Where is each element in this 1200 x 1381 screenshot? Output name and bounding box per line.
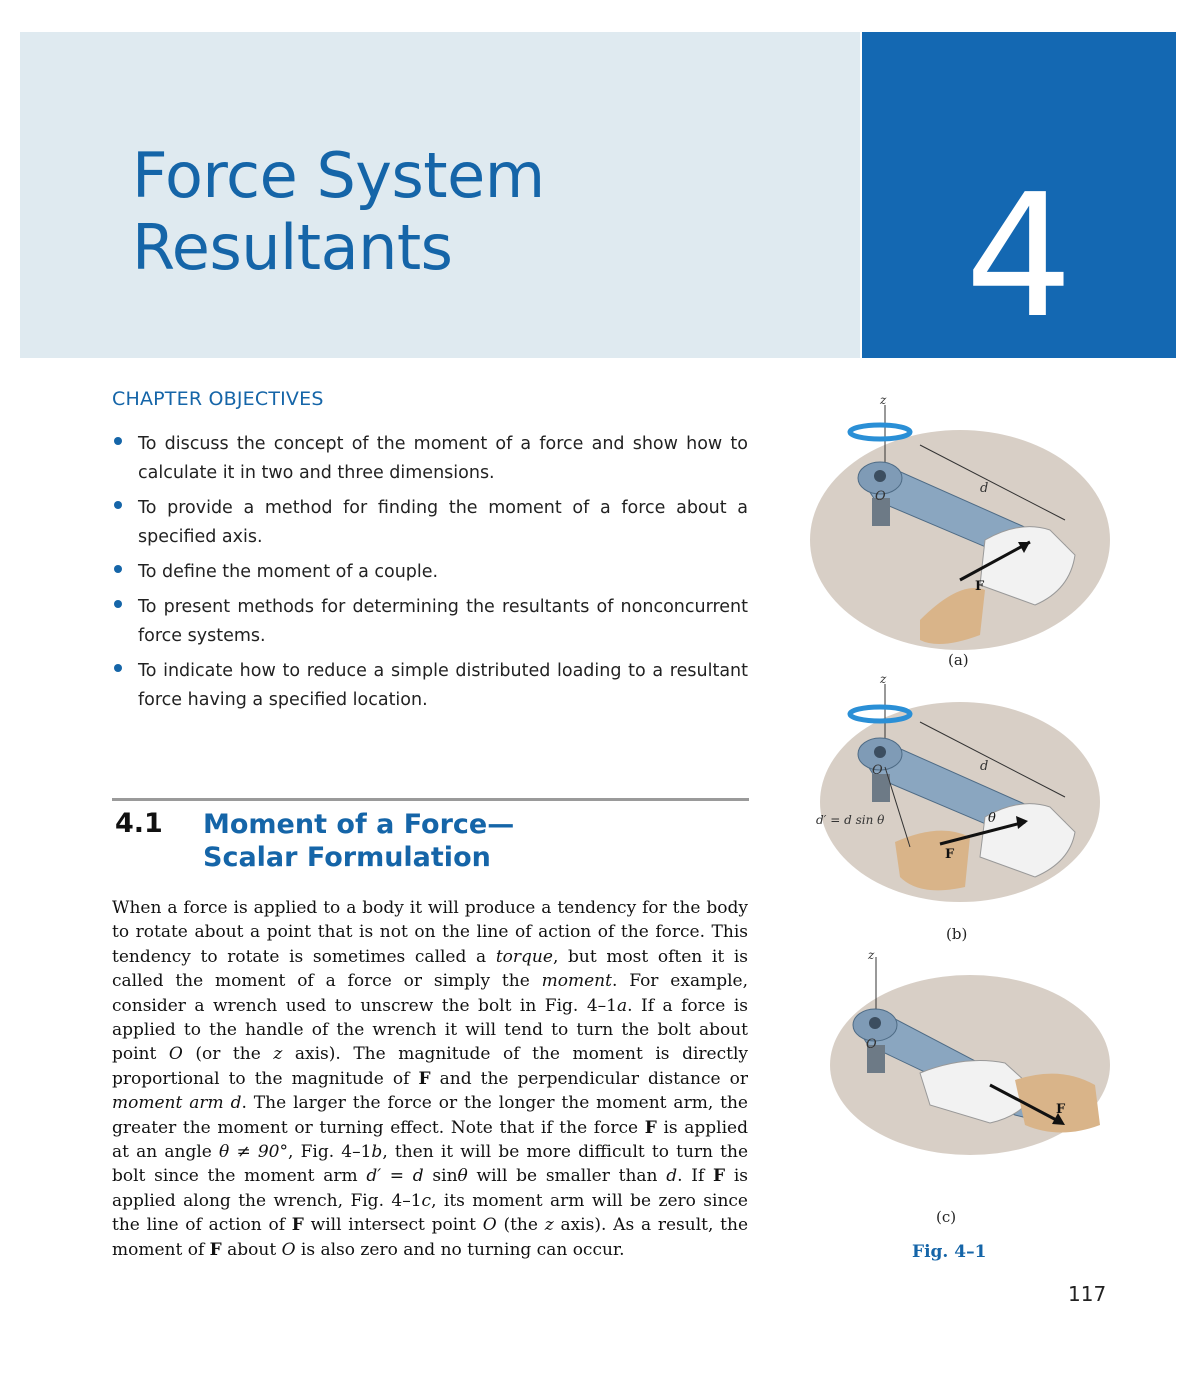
section-number: 4.1 bbox=[115, 808, 163, 839]
text-run: will intersect point bbox=[303, 1215, 483, 1236]
chapter-number-box bbox=[862, 32, 1176, 358]
section-title-line2: Scalar Formulation bbox=[203, 842, 491, 873]
bullet-icon bbox=[114, 437, 122, 445]
wrench-figure-a bbox=[790, 390, 1110, 670]
text-run: is applied along the wrench, Fig. 4–1 bbox=[112, 1166, 748, 1211]
figure-caption: Fig. 4–1 bbox=[912, 1242, 987, 1262]
text-run: (the bbox=[496, 1215, 545, 1236]
text-run: c bbox=[421, 1190, 432, 1211]
text-run: . If bbox=[677, 1166, 714, 1187]
text-run: z bbox=[273, 1044, 283, 1065]
text-run: is also zero and no turning can occur. bbox=[295, 1239, 625, 1260]
z-axis-label: z bbox=[868, 948, 875, 962]
moment-arm-equation: d′ = d sin θ bbox=[816, 813, 885, 827]
text-run: d′ = d bbox=[366, 1166, 424, 1187]
chapter-title bbox=[132, 140, 545, 284]
text-run: . If a force is applied to the handle of the wrench it will tend to turn the bolt about point bbox=[112, 995, 748, 1065]
text-run: When a force is applied to a body it will produce a tendency for the body to rotate about a point that is not on the line of action of the force. This tendency to rotate is sometimes called a bbox=[112, 898, 748, 967]
page-number: 117 bbox=[1068, 1282, 1107, 1306]
objective-text: To provide a method for finding the moment of a force about a specified axis. bbox=[138, 498, 748, 547]
text-run: and the perpendicular distance or bbox=[430, 1068, 748, 1089]
force-label-f: F bbox=[945, 847, 955, 862]
text-run: , its moment arm will be zero since the line of action of bbox=[112, 1190, 748, 1236]
z-axis-label: z bbox=[880, 393, 887, 407]
text-run: (or the bbox=[182, 1044, 274, 1065]
dimension-label-d: d bbox=[980, 759, 989, 774]
chapter-number: 4 bbox=[964, 158, 1074, 356]
chapter-banner bbox=[20, 32, 860, 358]
objective-text: To discuss the concept of the moment of a force and show how to calculate it in two and three dimensions. bbox=[138, 434, 748, 483]
force-label-f: F bbox=[1056, 1102, 1066, 1117]
text-run: F bbox=[713, 1166, 726, 1187]
text-run: , then it will be more difficult to turn the bolt since the moment arm bbox=[112, 1142, 749, 1187]
text-run: z bbox=[544, 1215, 554, 1236]
z-axis-label: z bbox=[880, 672, 887, 686]
chapter-title-line1: Force System bbox=[132, 139, 545, 212]
angle-label-theta: θ bbox=[988, 811, 996, 826]
point-label-o: O bbox=[866, 1037, 877, 1052]
text-run: . For example, consider a wrench used to unscrew the bolt in Fig. 4–1 bbox=[112, 971, 748, 1016]
objective-item bbox=[112, 494, 748, 552]
bullet-icon bbox=[114, 664, 122, 672]
text-run: axis). The magnitude of the moment is directly proportional to the magnitude of bbox=[112, 1044, 748, 1089]
text-run: d bbox=[666, 1166, 678, 1187]
bolt-shank bbox=[872, 774, 890, 802]
bolt-icon bbox=[874, 470, 886, 482]
figure-b-label: (b) bbox=[946, 925, 968, 943]
bullet-icon bbox=[114, 501, 122, 509]
text-run: θ bbox=[457, 1166, 468, 1187]
text-run: θ ≠ 90° bbox=[219, 1142, 289, 1163]
text-run: , but most often it is called the moment of a force or simply the bbox=[112, 946, 749, 992]
text-run: axis). As a result, the moment of bbox=[112, 1215, 749, 1260]
rotation-arrow-icon bbox=[850, 425, 910, 439]
text-run: F bbox=[291, 1215, 304, 1236]
bolt-icon bbox=[869, 1017, 881, 1029]
objectives-heading: CHAPTER OBJECTIVES bbox=[112, 388, 324, 410]
objectives-list bbox=[112, 430, 748, 721]
text-run: a bbox=[616, 995, 628, 1016]
bullet-icon bbox=[114, 600, 122, 608]
objective-item bbox=[112, 430, 748, 488]
objective-text: To indicate how to reduce a simple distributed loading to a resultant force having a specified location. bbox=[138, 661, 748, 710]
objective-item bbox=[112, 558, 748, 587]
chapter-title-line2: Resultants bbox=[132, 211, 453, 284]
text-run: b bbox=[371, 1142, 383, 1163]
body-paragraph bbox=[112, 896, 748, 1262]
text-run: F bbox=[209, 1239, 222, 1260]
text-run: F bbox=[418, 1068, 431, 1089]
text-run: torque bbox=[495, 946, 553, 967]
text-run: . The larger the force or the longer the moment arm, the greater the moment or turning effect. Note that if the force bbox=[112, 1093, 748, 1138]
figure-c-label: (c) bbox=[936, 1208, 957, 1226]
force-label-f: F bbox=[975, 579, 985, 594]
text-run: O bbox=[281, 1239, 296, 1260]
wrench-figure-b bbox=[800, 672, 1100, 922]
bolt-icon bbox=[874, 746, 886, 758]
objective-item bbox=[112, 593, 748, 651]
text-run: moment bbox=[541, 971, 612, 992]
text-run: O bbox=[482, 1215, 497, 1236]
point-label-o: O bbox=[875, 489, 886, 504]
text-run: will be smaller than bbox=[467, 1166, 667, 1187]
section-divider bbox=[112, 798, 749, 801]
text-run: O bbox=[168, 1044, 183, 1065]
text-run: moment arm d bbox=[112, 1093, 242, 1114]
wrench-figure-c bbox=[800, 945, 1110, 1195]
section-title bbox=[203, 808, 514, 874]
text-run: is applied at an angle bbox=[112, 1117, 748, 1163]
objective-item bbox=[112, 657, 748, 715]
dimension-label-d: d bbox=[980, 481, 989, 496]
section-title-line1: Moment of a Force— bbox=[203, 809, 515, 840]
point-label-o: O bbox=[872, 763, 883, 778]
figure-a-label: (a) bbox=[948, 651, 969, 669]
bullet-icon bbox=[114, 565, 122, 573]
text-run: F bbox=[644, 1117, 657, 1138]
text-run: about bbox=[221, 1239, 282, 1260]
objective-text: To present methods for determining the resultants of nonconcurrent force systems. bbox=[138, 597, 748, 646]
objective-text: To define the moment of a couple. bbox=[138, 562, 439, 582]
text-run: , Fig. 4–1 bbox=[288, 1142, 372, 1163]
text-run: sin bbox=[423, 1166, 458, 1187]
